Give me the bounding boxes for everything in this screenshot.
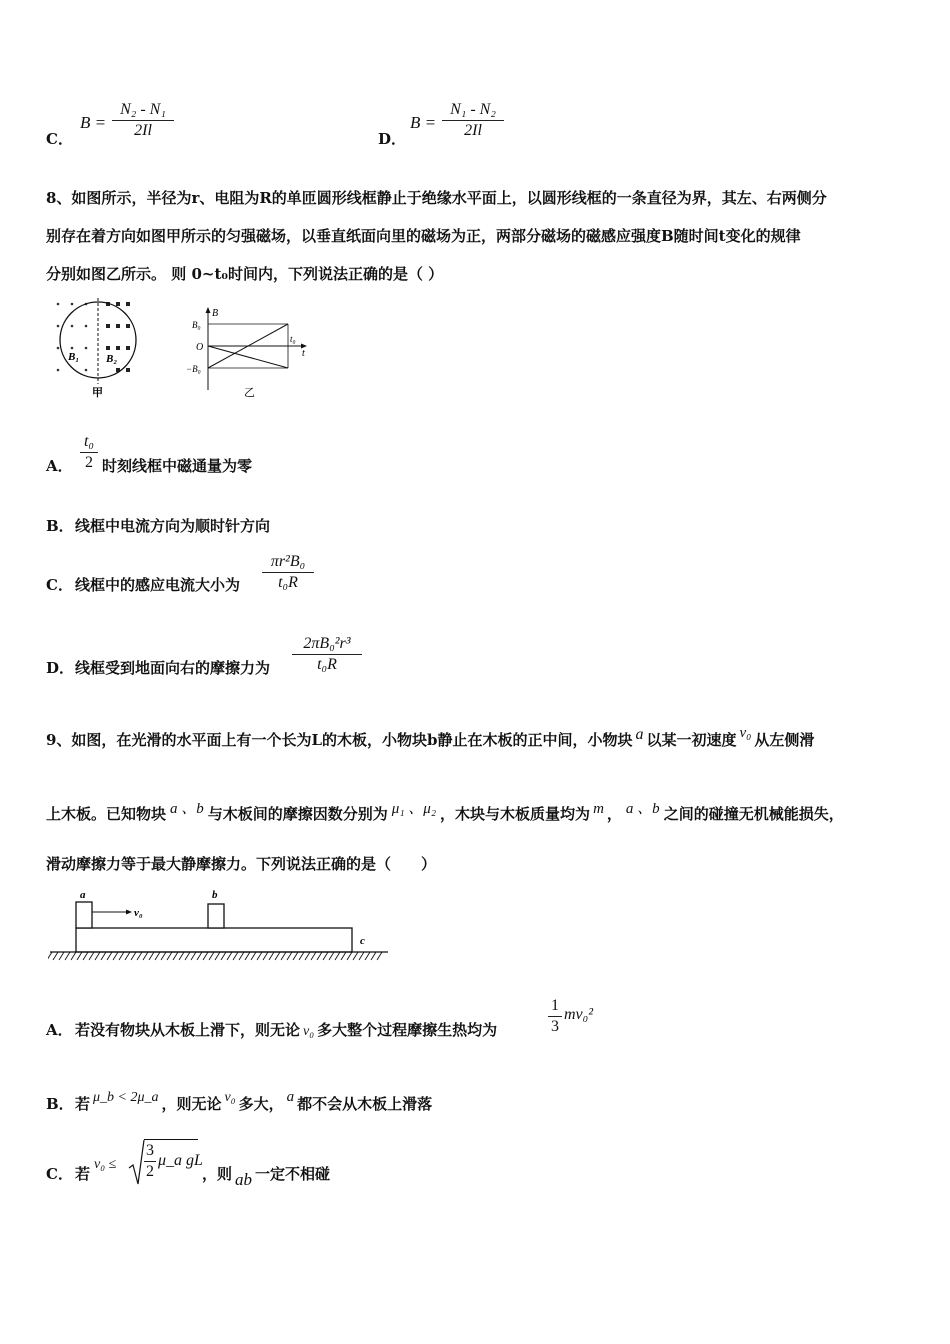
q9-option-c-label: C．	[46, 1165, 73, 1183]
q9-option-b-condition: μ_b < 2μ_a	[93, 1090, 159, 1105]
ground-hatch-mark	[203, 952, 208, 960]
q8-option-d-denominator: t₀R	[317, 656, 337, 673]
q9-option-c-text3: 一定不相碰	[255, 1165, 331, 1183]
q9-option-a-line	[75, 1019, 497, 1040]
q9-ground-hatching	[48, 952, 382, 960]
ground-hatch-mark	[377, 952, 382, 960]
ground-hatch-mark	[167, 952, 172, 960]
ground-hatch-mark	[275, 952, 280, 960]
q7-option-d-lhs: B =	[410, 113, 437, 132]
q9-option-a-label: A．	[46, 1021, 73, 1039]
ground-hatch-mark	[125, 952, 130, 960]
ground-hatch-mark	[293, 952, 298, 960]
q8-option-b-text: 线框中电流方向为顺时针方向	[75, 517, 271, 535]
ground-hatch-mark	[137, 952, 142, 960]
q9-option-c-sqrt-tail: μ_a gL	[158, 1152, 203, 1169]
q8-option-d-label: D．	[46, 659, 75, 677]
q8-option-a-label: A．	[46, 457, 73, 475]
q9-option-b-text3: 多大，	[238, 1095, 284, 1113]
q9-option-c-sqrt-overline	[144, 1139, 198, 1140]
q7-option-c-denominator: 2Il	[134, 122, 152, 139]
q9-option-c-text1: 若	[75, 1165, 91, 1183]
q9-fig-label-v0: v₀	[134, 907, 143, 919]
q8-option-a-fraction	[80, 432, 98, 473]
q8-neg-b0-label: −B₀	[186, 364, 201, 374]
q9-stem2-part-e: 之间的碰撞无机械能损失，	[663, 805, 844, 823]
q9-option-a-numerator: 1	[551, 997, 559, 1014]
ground-hatch-mark	[311, 952, 316, 960]
ground-hatch-mark	[257, 952, 262, 960]
q9-option-c-ab: ab	[235, 1170, 253, 1189]
q8-option-b-label: B．	[46, 517, 74, 535]
ground-hatch-mark	[233, 952, 238, 960]
q9-stem2-m: m	[593, 801, 604, 817]
q9-symbol-v0: v₀	[739, 725, 752, 741]
q7-option-d-label: D．	[378, 130, 407, 148]
q8-option-c-fraction	[262, 552, 314, 593]
q9-option-a-v0: v₀	[303, 1024, 315, 1039]
q8-option-d-fraction	[292, 634, 362, 675]
ground-hatch-mark	[113, 952, 118, 960]
q9-option-c-sqrt-numerator: 3	[146, 1142, 154, 1159]
q8-option-d-text: 线框受到地面向右的摩擦力为	[75, 659, 271, 677]
ground-hatch-mark	[65, 952, 70, 960]
q7-option-c-lhs: B =	[80, 113, 107, 132]
ground-hatch-mark	[227, 952, 232, 960]
ground-hatch-mark	[239, 952, 244, 960]
q8-stem-line2: 别存在着方向如图甲所示的匀强磁场，以垂直纸面向里的磁场为正，两部分磁场的磁感应强度B随时间t变化的规律	[46, 227, 801, 245]
ground-hatch-mark	[149, 952, 154, 960]
q8-figure-jia	[50, 296, 150, 400]
q9-option-a-energy: mv₀²	[564, 1006, 594, 1023]
q8-figure-yi	[186, 304, 316, 400]
ground-hatch-mark	[89, 952, 94, 960]
ground-hatch-mark	[173, 952, 178, 960]
ground-hatch-mark	[101, 952, 106, 960]
q8-t0-label: t₀	[290, 334, 296, 344]
q7-option-d-denominator: 2Il	[464, 122, 482, 139]
q9-fig-label-b: b	[212, 889, 218, 901]
ground-hatch-mark	[48, 952, 52, 960]
q9-stem-part-c: 从左侧滑	[754, 731, 815, 749]
q8-axis-t-label: t	[302, 348, 305, 359]
q9-board	[76, 928, 352, 952]
q9-option-b-label: B．	[46, 1095, 74, 1113]
q9-option-b-v0: v₀	[224, 1090, 236, 1105]
q8-stem	[46, 181, 906, 291]
ground-hatch-mark	[365, 952, 370, 960]
q9-stem2-ab: a 、b	[625, 801, 660, 817]
q9-stem-part-b: 以某一初速度	[646, 731, 737, 749]
q9-stem2-part-d: ，	[606, 805, 622, 823]
q9-option-b-line	[75, 1089, 433, 1114]
ground-hatch-mark	[251, 952, 256, 960]
ground-hatch-mark	[209, 952, 214, 960]
q8-stem-line3: 分别如图乙所示。 则 0~t₀时间内，下列说法正确的是（ ）	[46, 265, 444, 283]
q9-stem-line1	[46, 725, 815, 750]
ground-hatch-mark	[107, 952, 112, 960]
q7-option-c-label: C．	[46, 130, 73, 148]
q8-option-a-text: 时刻线框中磁通量为零	[102, 457, 253, 475]
q9-stem2-mu: μ₁ 、μ₂	[391, 801, 437, 817]
q9-symbol-a: a	[635, 726, 644, 743]
ground-hatch-mark	[71, 952, 76, 960]
ground-hatch-mark	[269, 952, 274, 960]
ground-hatch-mark	[119, 952, 124, 960]
ground-hatch-mark	[335, 952, 340, 960]
q8-option-c-denominator: t₀R	[278, 574, 298, 591]
ground-hatch-mark	[299, 952, 304, 960]
q9-stem2-part-b: 与木板间的摩擦因数分别为	[207, 805, 388, 823]
ground-hatch-mark	[323, 952, 328, 960]
ground-hatch-mark	[59, 952, 64, 960]
q7-option-c-fraction	[112, 100, 174, 141]
q9-stem-line3: 滑动摩擦力等于最大静摩擦力。下列说法正确的是（ ）	[46, 855, 437, 873]
q9-option-c-line2	[202, 1163, 331, 1189]
q9-stem2-symbols-ab: a 、b	[170, 801, 204, 817]
q8-option-a-denominator: 2	[85, 454, 93, 471]
q9-option-c-sqrt-denominator: 2	[146, 1163, 154, 1180]
q8-option-c-label: C．	[46, 576, 73, 594]
ground-hatch-mark	[179, 952, 184, 960]
ground-hatch-mark	[77, 952, 82, 960]
ground-hatch-mark	[53, 952, 58, 960]
ground-hatch-mark	[185, 952, 190, 960]
q9-stem2-part-c: ，木块与木板质量均为	[440, 805, 591, 823]
ground-hatch-mark	[281, 952, 286, 960]
q9-stem-part-a: 9、如图，在光滑的水平面上有一个长为L的木板，小物块b静止在木板的正中间，小物块	[46, 731, 633, 749]
ground-hatch-mark	[191, 952, 196, 960]
q8-b2-line	[208, 346, 288, 368]
ground-hatch-mark	[197, 952, 202, 960]
ground-hatch-mark	[359, 952, 364, 960]
q8-label-b1: B₁	[68, 351, 80, 363]
q9-option-b-text2: ，则无论	[161, 1095, 222, 1113]
ground-hatch-mark	[305, 952, 310, 960]
q8-axis-b-label: B	[212, 308, 219, 319]
ground-hatch-mark	[371, 952, 376, 960]
ground-hatch-mark	[83, 952, 88, 960]
ground-hatch-mark	[329, 952, 334, 960]
ground-hatch-mark	[353, 952, 358, 960]
q7-option-d-fraction	[442, 100, 504, 141]
q9-option-a-text1: 若没有物块从木板上滑下，则无论	[75, 1021, 301, 1039]
ground-hatch-mark	[347, 952, 352, 960]
ground-hatch-mark	[215, 952, 220, 960]
q9-figure	[48, 884, 392, 966]
q9-block-a	[76, 902, 92, 928]
q8-label-b2: B₂	[106, 353, 118, 365]
q8-b0-label: B₀	[192, 320, 201, 330]
q9-option-b-text1: 若	[75, 1095, 91, 1113]
ground-hatch-mark	[143, 952, 148, 960]
q8-origin-label: O	[196, 342, 204, 353]
q9-block-b	[208, 904, 224, 928]
q9-stem-line2	[46, 803, 844, 824]
q8-caption-yi: 乙	[244, 387, 255, 399]
ground-hatch-mark	[95, 952, 100, 960]
ground-hatch-mark	[161, 952, 166, 960]
q8-caption-jia: 甲	[92, 387, 103, 399]
q9-option-a-fraction	[548, 996, 562, 1037]
ground-hatch-mark	[155, 952, 160, 960]
q9-option-c-sqrt-fraction	[144, 1141, 156, 1182]
q9-option-c-text2: ，则	[202, 1165, 233, 1183]
q8-option-c-text: 线框中的感应电流大小为	[75, 576, 241, 594]
q9-option-b-text4: 都不会从木板上滑落	[297, 1095, 433, 1113]
q8-stem-line1: 8、如图所示，半径为r、电阻为R的单匝圆形线框静止于绝缘水平面上，以圆形线框的一条直径为界，其左、右两侧分	[46, 189, 827, 207]
q8-option-c-numerator: πr²B₀	[270, 553, 306, 570]
q7-option-d-numerator: N₁ - N₂	[450, 101, 496, 118]
q9-option-a-text2: 多大整个过程摩擦生热均为	[317, 1021, 498, 1039]
ground-hatch-mark	[341, 952, 346, 960]
q9-stem2-part-a: 上木板。已知物块	[46, 805, 167, 823]
ground-hatch-mark	[221, 952, 226, 960]
q9-option-b-a: a	[286, 1089, 295, 1105]
ground-hatch-mark	[263, 952, 268, 960]
q9-option-a-denominator: 3	[551, 1018, 559, 1035]
ground-hatch-mark	[245, 952, 250, 960]
q9-option-c-v0: v₀ ≤	[94, 1157, 117, 1172]
ground-hatch-mark	[287, 952, 292, 960]
q7-option-c-numerator: N₂ - N₁	[120, 101, 166, 118]
q9-velocity-arrowhead	[126, 910, 132, 915]
ground-hatch-mark	[131, 952, 136, 960]
q8-option-d-numerator: 2πB₀²r³	[303, 635, 351, 652]
q9-fig-label-c: c	[360, 935, 365, 947]
q8-option-a-numerator: t₀	[83, 433, 94, 450]
ground-hatch-mark	[317, 952, 322, 960]
q9-fig-label-a: a	[80, 889, 86, 901]
q8-b-axis-arrow	[206, 307, 211, 313]
